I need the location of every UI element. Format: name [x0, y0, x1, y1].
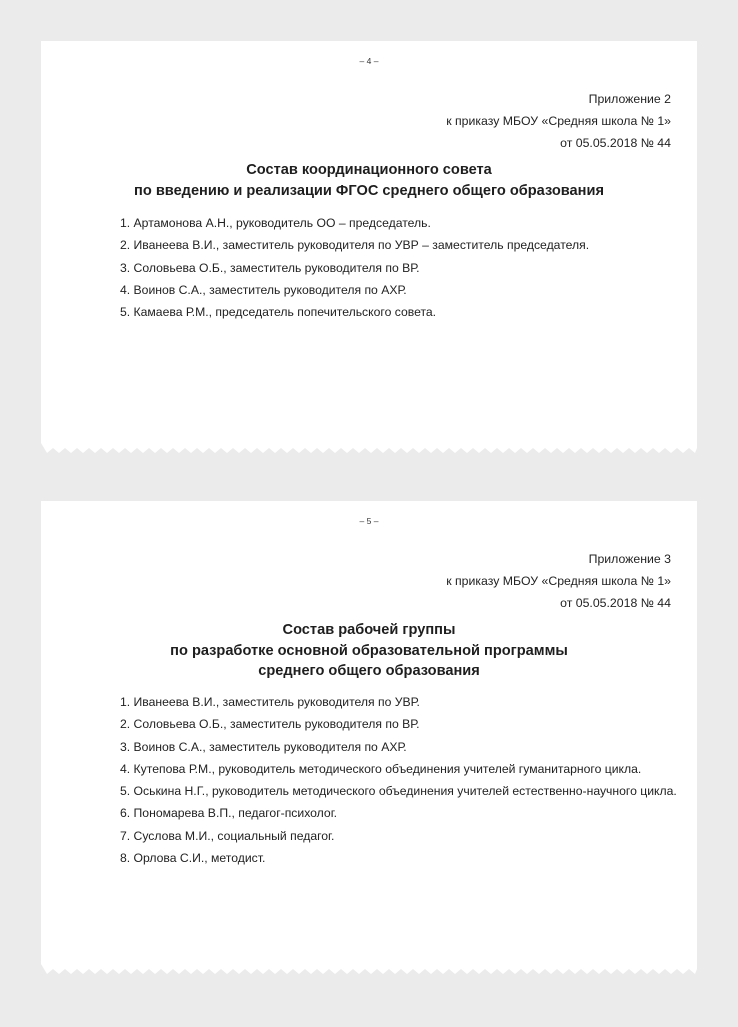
list-item: 2. Иванеева В.И., заместитель руководителя по УВР – заместитель председателя. — [120, 238, 590, 253]
document-page — [41, 41, 697, 454]
list-item: 5. Камаева Р.М., председатель попечительского совета. — [120, 305, 437, 320]
list-item: 1. Артамонова А.Н., руководитель ОО – председатель. — [120, 216, 431, 230]
document-page — [41, 501, 697, 975]
appendix-order-ref: к приказу МБОУ «Средняя школа № 1» — [446, 114, 671, 128]
torn-edge — [41, 443, 697, 455]
list-item: 4. Воинов С.А., заместитель руководителя по АХР. — [120, 282, 407, 297]
list-item: 5. Оськина Н.Г., руководитель методического объединения учителей естественно-научного цикла. — [120, 784, 677, 799]
appendix-order-date: от 05.05.2018 № 44 — [560, 136, 671, 150]
document-title-line: Состав рабочей группы — [282, 622, 456, 638]
appendix-header — [446, 88, 671, 154]
list-item: 4. Кутепова Р.М., руководитель методического объединения учителей гуманитарного цикла. — [120, 761, 642, 776]
list-item: 7. Суслова М.И., социальный педагог. — [120, 828, 335, 843]
list-item: 8. Орлова С.И., методист. — [120, 851, 266, 866]
appendix-label: Приложение 2 — [588, 92, 671, 106]
list-item: 2. Соловьева О.Б., заместитель руководителя по ВР. — [120, 717, 420, 732]
torn-edge-shape — [41, 443, 697, 455]
member-list — [120, 691, 677, 869]
list-item: 1. Иванеева В.И., заместитель руководителя по УВР. — [120, 695, 420, 709]
page-number: – 4 – — [359, 56, 379, 66]
appendix-order-ref: к приказу МБОУ «Средняя школа № 1» — [446, 574, 671, 588]
member-list — [120, 212, 589, 323]
list-item: 6. Пономарева В.П., педагог-психолог. — [120, 806, 338, 821]
appendix-label: Приложение 3 — [588, 552, 671, 566]
list-item: 3. Соловьева О.Б., заместитель руководителя по ВР. — [120, 260, 420, 275]
page-number: – 5 – — [359, 516, 379, 526]
appendix-header — [446, 548, 671, 614]
torn-edge-shape — [41, 964, 697, 976]
document-title-line: по разработке основной образовательной программы — [170, 642, 568, 659]
appendix-order-date: от 05.05.2018 № 44 — [560, 596, 671, 610]
document-title-line: Состав координационного совета — [246, 162, 492, 178]
document-title-line: среднего общего образования — [258, 663, 480, 679]
document-title — [41, 160, 697, 201]
torn-edge — [41, 964, 697, 976]
document-title-line: по введению и реализации ФГОС среднего общего образования — [134, 182, 604, 199]
document-title — [41, 620, 697, 682]
list-item: 3. Воинов С.А., заместитель руководителя по АХР. — [120, 739, 407, 754]
